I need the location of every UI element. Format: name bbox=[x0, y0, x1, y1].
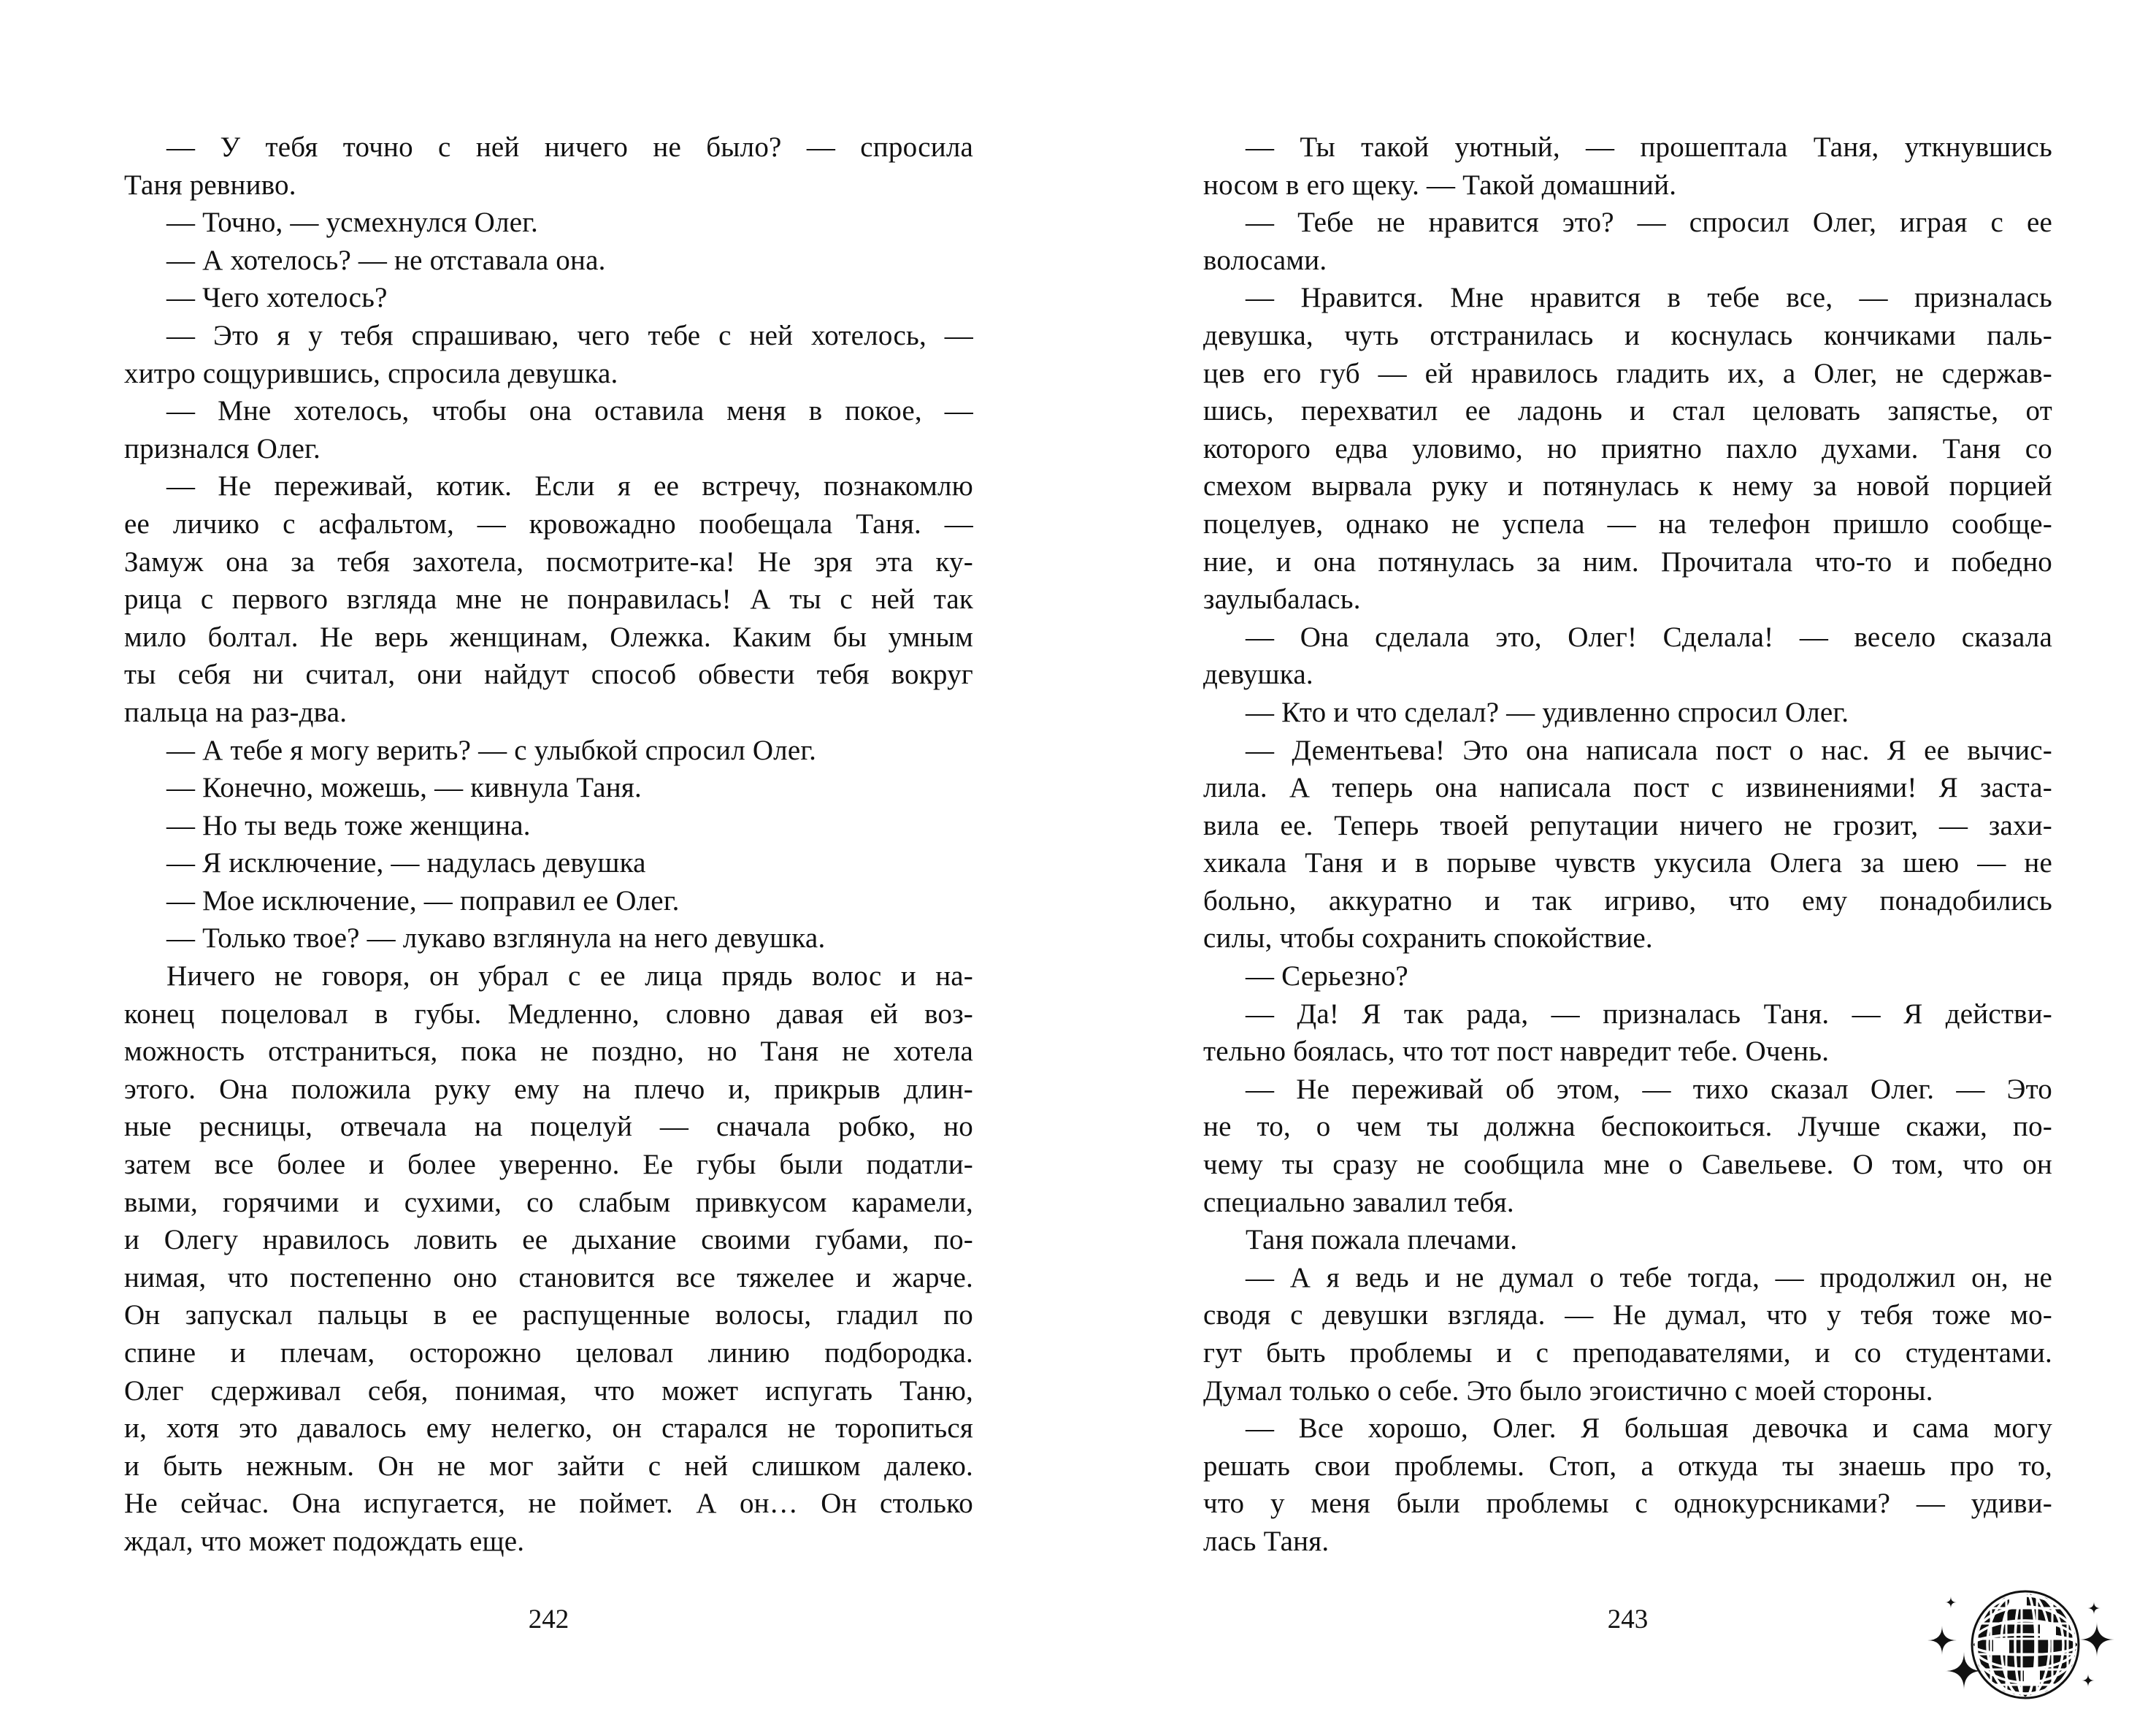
page-number: 242 bbox=[528, 1604, 569, 1634]
text-line: — Конечно, можешь, — кивнула Таня. bbox=[166, 772, 642, 804]
text-line: чему ты сразу не сообщила мне о Савельеве. О том, что он bbox=[1203, 1149, 2052, 1181]
text-line: смехом вырвала руку и потянулась к нему за новой порцией bbox=[1203, 470, 2052, 502]
text-line: носом в его щеку. — Такой домашний. bbox=[1203, 169, 1677, 201]
text-line: — Дементьева! Это она написала пост о нас. Я ее вычис- bbox=[1246, 734, 2052, 766]
text-line: решать свои проблемы. Стоп, а откуда ты знаешь про то, bbox=[1203, 1450, 2052, 1482]
text-line: Таня пожала плечами. bbox=[1246, 1224, 1518, 1256]
text-line: нимая, что постепенно оно становится все тяжелее и жарче. bbox=[124, 1261, 973, 1293]
text-line: — Только твое? — лукаво взглянула на него девушка. bbox=[166, 922, 826, 955]
text-line: и быть нежным. Он не мог зайти с ней слишком далеко. bbox=[124, 1450, 973, 1482]
text-line: ние, и она потянулась за ним. Прочитала что-то и победно bbox=[1203, 546, 2052, 578]
text-line: — Мне хотелось, чтобы она оставила меня в покое, — bbox=[166, 395, 973, 427]
text-line: ты себя ни считал, они найдут способ обвести тебя вокруг bbox=[124, 659, 973, 691]
text-line: — А хотелось? — не отставала она. bbox=[166, 244, 606, 276]
text-line: вила ее. Теперь твоей репутации ничего не грозит, — захи- bbox=[1203, 809, 2052, 841]
left-page-text bbox=[124, 129, 973, 1561]
text-line: девушка. bbox=[1203, 659, 1313, 691]
text-line: и, хотя это давалось ему нелегко, он старался не торопиться bbox=[124, 1412, 973, 1445]
text-line: — Да! Я так рада, — призналась Таня. — Я действи- bbox=[1246, 998, 2052, 1030]
sparkle-icon bbox=[2079, 1622, 2114, 1657]
text-line: хикала Таня и в порыве чувств укусила Олега за шею — не bbox=[1203, 847, 2052, 879]
text-line: и Олегу нравилось ловить ее дыхание своими губами, по- bbox=[124, 1224, 973, 1256]
text-line: шись, перехватил ее ладонь и стал целовать запястье, от bbox=[1203, 395, 2052, 427]
sparkle-icon bbox=[2082, 1674, 2095, 1687]
text-line: Не сейчас. Она испугается, не поймет. А он… Он столько bbox=[124, 1488, 973, 1520]
disco-ball-icon bbox=[1972, 1591, 2079, 1698]
text-line: сводя с девушки взгляда. — Не думал, что у тебя тоже мо- bbox=[1203, 1299, 2052, 1331]
text-line: которого едва уловимо, но приятно пахло духами. Таня со bbox=[1203, 432, 2052, 464]
text-line: затем все более и более уверенно. Ее губы были податли- bbox=[124, 1149, 973, 1181]
text-line: выми, горячими и сухими, со слабым привкусом карамели, bbox=[124, 1186, 973, 1218]
text-line: мило болтал. Не верь женщинам, Олежка. Каким бы умным bbox=[124, 621, 973, 653]
text-line: Он запускал пальцы в ее распущенные волосы, гладил по bbox=[124, 1299, 973, 1331]
text-line: — Но ты ведь тоже женщина. bbox=[166, 809, 531, 841]
text-line: — У тебя точно с ней ничего не было? — спросила bbox=[166, 131, 973, 163]
text-line: — Ты такой уютный, — прошептала Таня, уткнувшись bbox=[1246, 131, 2052, 163]
text-line: лась Таня. bbox=[1203, 1525, 1330, 1557]
text-line: можность отстраниться, пока не поздно, но Таня не хотела bbox=[124, 1036, 973, 1068]
text-line: ные ресницы, отвечала на поцелуй — сначала робко, но bbox=[124, 1111, 973, 1143]
right-page-text bbox=[1203, 129, 2052, 1561]
text-line: конец поцеловал в губы. Медленно, словно давая ей воз- bbox=[124, 998, 973, 1030]
text-line: лила. А теперь она написала пост с извинениями! Я заста- bbox=[1203, 772, 2052, 804]
text-line: Таня ревниво. bbox=[124, 169, 296, 201]
text-line: девушка, чуть отстранилась и коснулась кончиками паль- bbox=[1203, 319, 2052, 351]
text-line: Замуж она за тебя захотела, посмотрите-ка! Не зря эта ку- bbox=[124, 546, 973, 578]
text-line: — Точно, — усмехнулся Олег. bbox=[166, 207, 538, 239]
sparkle-icon bbox=[2087, 1602, 2101, 1615]
text-line: пальца на раз-два. bbox=[124, 696, 348, 728]
text-line: — А я ведь и не думал о тебе тогда, — продолжил он, не bbox=[1246, 1261, 2052, 1293]
text-line: тельно боялась, что тот пост навредит тебе. Очень. bbox=[1203, 1036, 1830, 1068]
text-line: поцелуев, однако не успела — на телефон пришло сообще- bbox=[1203, 508, 2052, 540]
text-line: — Не переживай об этом, — тихо сказал Олег. — Это bbox=[1246, 1073, 2052, 1105]
text-line: — А тебе я могу верить? — с улыбкой спросил Олег. bbox=[166, 734, 817, 766]
text-line: ждал, что может подождать еще. bbox=[124, 1525, 525, 1557]
text-line: силы, чтобы сохранить спокойствие. bbox=[1203, 922, 1653, 955]
text-line: волосами. bbox=[1203, 244, 1327, 276]
text-line: ее личико с асфальтом, — кровожадно пообещала Таня. — bbox=[124, 508, 973, 540]
text-line: — Все хорошо, Олег. Я большая девочка и сама могу bbox=[1246, 1412, 2052, 1445]
text-line: Олег сдерживал себя, понимая, что может испугать Таню, bbox=[124, 1374, 973, 1407]
text-line: — Не переживай, котик. Если я ее встречу, познакомлю bbox=[166, 470, 973, 502]
text-line: — Она сделала это, Олег! Сделала! — весело сказала bbox=[1246, 621, 2052, 653]
text-line: рица с первого взгляда мне не понравилась! А ты с ней так bbox=[124, 584, 973, 616]
text-line: Думал только о себе. Это было эгоистично с моей стороны. bbox=[1203, 1374, 1933, 1407]
text-line: специально завалил тебя. bbox=[1203, 1186, 1514, 1218]
text-line: больно, аккуратно и так игриво, что ему понадобились bbox=[1203, 884, 2052, 917]
text-line: хитро сощурившись, спросила девушка. bbox=[124, 357, 618, 389]
text-line: спине и плечам, осторожно целовал линию подбородка. bbox=[124, 1337, 973, 1369]
text-line: что у меня были проблемы с однокурсниками? — удиви- bbox=[1203, 1488, 2052, 1520]
text-line: — Я исключение, — надулась девушка bbox=[166, 847, 646, 879]
text-line: заулыбалась. bbox=[1203, 584, 1361, 616]
text-line: — Тебе не нравится это? — спросил Олег, играя с ее bbox=[1246, 207, 2052, 239]
text-line: признался Олег. bbox=[124, 432, 321, 464]
text-line: — Мое исключение, — поправил ее Олег. bbox=[166, 884, 680, 917]
disco-ball-graphic bbox=[1914, 1577, 2130, 1712]
text-line: — Серьезно? bbox=[1246, 960, 1408, 992]
text-line: — Чего хотелось? bbox=[166, 282, 388, 314]
text-line: не то, о чем ты должна беспокоиться. Лучше скажи, по- bbox=[1203, 1111, 2052, 1143]
text-line: гут быть проблемы и с преподавателями, и со студентами. bbox=[1203, 1337, 2052, 1369]
text-line: Ничего не говоря, он убрал с ее лица прядь волос и на- bbox=[166, 960, 973, 992]
page-number: 243 bbox=[1607, 1604, 1649, 1634]
text-line: цев его губ — ей нравилось гладить их, а Олег, не сдержав- bbox=[1203, 357, 2052, 389]
right-page bbox=[1078, 0, 2156, 1725]
text-line: — Нравится. Мне нравится в тебе все, — призналась bbox=[1246, 282, 2052, 314]
sparkle-icon bbox=[1927, 1626, 1957, 1655]
sparkle-icon bbox=[1945, 1596, 1957, 1608]
text-line: этого. Она положила руку ему на плечо и, прикрыв длин- bbox=[124, 1073, 973, 1105]
text-line: — Кто и что сделал? — удивленно спросил Олег. bbox=[1246, 696, 1849, 728]
text-line: — Это я у тебя спрашиваю, чего тебе с ней хотелось, — bbox=[166, 319, 973, 351]
